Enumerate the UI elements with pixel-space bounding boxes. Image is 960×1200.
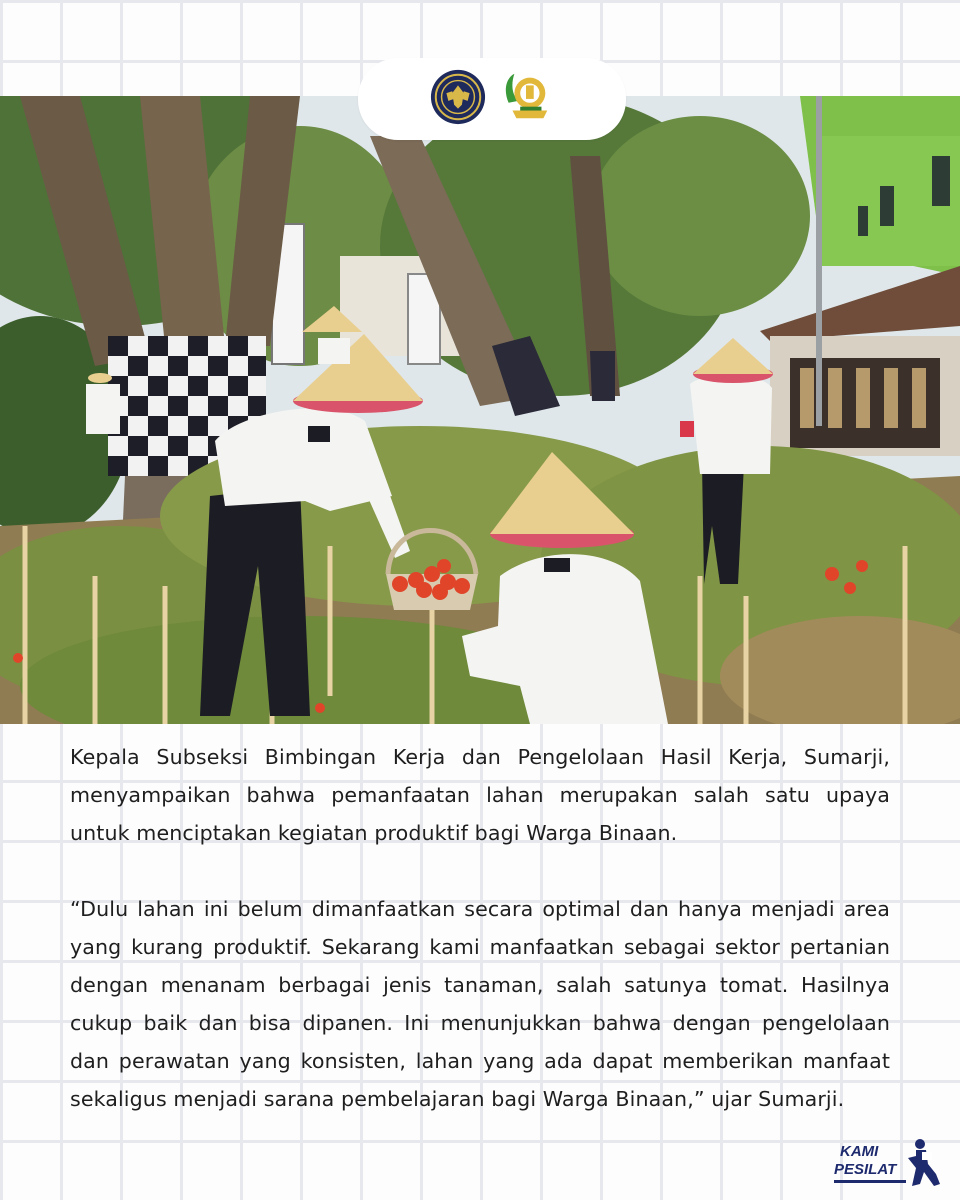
article-body (70, 738, 890, 1118)
article-photo (0, 96, 960, 724)
brand-line-1: KAMI (840, 1143, 879, 1160)
kemenkumham-emblem-icon (429, 68, 487, 130)
pemasyarakatan-emblem-icon (497, 68, 555, 130)
article-paragraph-2: “Dulu lahan ini belum dimanfaatkan secara optimal dan hanya menjadi area yang kurang produktif. Sekarang kami manfaatkan sebagai sektor pertanian dengan menanam berbagai jenis tanaman, salah satunya tomat. Hasilnya cukup baik dan bisa dipanen. Ini menunjukkan bahwa dengan pengelolaan dan perawatan yang konsisten, lahan yang ada dapat memberikan manfaat sekaligus menjadi sarana pembelajaran bagi Warga Binaan,” ujar Sumarji. (70, 897, 890, 1111)
article-paragraph-1: Kepala Subseksi Bimbingan Kerja dan Pengelolaan Hasil Kerja, Sumarji, menyampaikan bahwa pemanfaatan lahan merupakan salah satu upaya untuk menciptakan kegiatan produktif bagi Warga Binaan. (70, 745, 890, 845)
logo-header (358, 58, 626, 140)
pesilat-figure-icon (908, 1139, 940, 1186)
brand-line-2: PESILAT (834, 1161, 897, 1178)
kami-pesilat-logo (832, 1134, 944, 1194)
